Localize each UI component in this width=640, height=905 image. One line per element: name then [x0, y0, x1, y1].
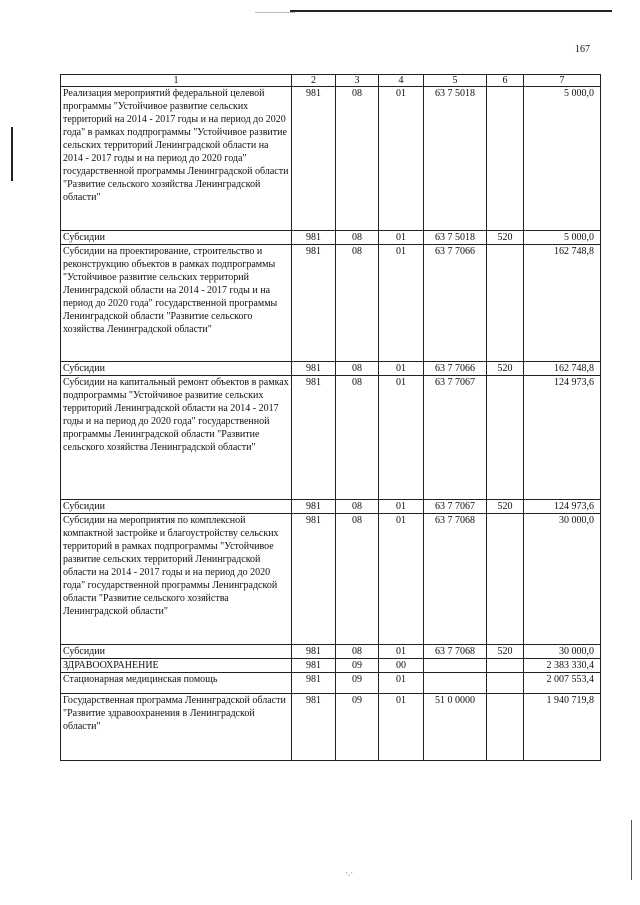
row-name: Субсидии [61, 500, 292, 514]
row-target-article: 63 7 7068 [424, 514, 487, 645]
table-row [61, 659, 601, 673]
row-target-article: 63 7 7067 [424, 376, 487, 500]
row-expense-type [487, 245, 524, 362]
row-target-article: 63 7 7067 [424, 500, 487, 514]
row-admin-code: 981 [292, 514, 336, 645]
table-row [61, 645, 601, 659]
top-rule [290, 10, 612, 12]
table-row [61, 514, 601, 645]
col-header-1: 1 [61, 75, 292, 87]
row-subsection: 01 [379, 245, 424, 362]
row-subsection: 01 [379, 645, 424, 659]
row-target-article: 63 7 7066 [424, 362, 487, 376]
row-subsection: 01 [379, 514, 424, 645]
row-amount: 5 000,0 [524, 231, 601, 245]
row-name: Субсидии [61, 362, 292, 376]
row-name: Субсидии на проектирование, строительство и реконструкцию объектов в рамках подпрограммы "Устойчивое развитие сельских территорий Ленинградской области на 2014 - 2017 годы и на период до 2020 года" государственной программы Ленинградской области "Развитие сельского хозяйства Ленинградской области" [61, 245, 292, 362]
row-target-article: 63 7 5018 [424, 231, 487, 245]
row-section: 09 [336, 659, 379, 673]
col-header-2: 2 [292, 75, 336, 87]
edge-mark [631, 820, 632, 880]
col-header-6: 6 [487, 75, 524, 87]
row-subsection: 01 [379, 500, 424, 514]
row-admin-code: 981 [292, 87, 336, 231]
row-expense-type: 520 [487, 362, 524, 376]
scan-artifact-line [255, 12, 295, 13]
col-header-7: 7 [524, 75, 601, 87]
table-row [61, 673, 601, 694]
row-admin-code: 981 [292, 245, 336, 362]
row-target-article: 63 7 7066 [424, 245, 487, 362]
row-subsection: 01 [379, 231, 424, 245]
row-section: 08 [336, 514, 379, 645]
col-header-4: 4 [379, 75, 424, 87]
row-section: 08 [336, 245, 379, 362]
page-number: 167 [575, 44, 590, 55]
row-amount: 2 383 330,4 [524, 659, 601, 673]
table-row [61, 376, 601, 500]
row-section: 08 [336, 376, 379, 500]
row-expense-type [487, 694, 524, 761]
row-name: Государственная программа Ленинградской области "Развитие здравоохранения в Ленинградской области" [61, 694, 292, 761]
row-name: Субсидии на мероприятия по комплексной компактной застройке и благоустройству сельских территорий в рамках подпрограммы "Устойчивое развитие сельских территорий Ленинградской области на 2014 - 2017 годы и на период до 2020 года" государственной программы Ленинградской области "Развитие сельского хозяйства Ленинградской области" [61, 514, 292, 645]
row-admin-code: 981 [292, 231, 336, 245]
margin-mark [11, 127, 13, 181]
row-amount: 30 000,0 [524, 645, 601, 659]
table-row [61, 231, 601, 245]
row-admin-code: 981 [292, 694, 336, 761]
row-target-article [424, 659, 487, 673]
row-name: Стационарная медицинская помощь [61, 673, 292, 694]
row-amount: 5 000,0 [524, 87, 601, 231]
table-row [61, 245, 601, 362]
row-admin-code: 981 [292, 645, 336, 659]
row-expense-type [487, 376, 524, 500]
row-name: Субсидии на капитальный ремонт объектов в рамках подпрограммы "Устойчивое развитие сельских территорий Ленинградской области на 2014 - 2017 годы и на период до 2020 года" государственной программы Ленинградской области "Развитие сельского хозяйства Ленинградской области" [61, 376, 292, 500]
row-expense-type [487, 514, 524, 645]
row-name: Реализация мероприятий федеральной целевой программы "Устойчивое развитие сельских территорий на 2014 - 2017 годы и на период до 2020 года" в рамках подпрограммы "Устойчивое развитие сельских территорий Ленинградской области на 2014 - 2017 годы и на период до 2020 года" государственной программы Ленинградской области "Развитие сельского хозяйства Ленинградской области" [61, 87, 292, 231]
row-section: 08 [336, 362, 379, 376]
row-target-article: 51 0 0000 [424, 694, 487, 761]
row-name: ЗДРАВООХРАНЕНИЕ [61, 659, 292, 673]
row-amount: 162 748,8 [524, 362, 601, 376]
row-section: 09 [336, 694, 379, 761]
row-expense-type [487, 659, 524, 673]
row-name: Субсидии [61, 231, 292, 245]
table-row [61, 87, 601, 231]
row-subsection: 01 [379, 376, 424, 500]
budget-table [60, 74, 601, 761]
row-amount: 162 748,8 [524, 245, 601, 362]
table-row [61, 694, 601, 761]
row-amount: 30 000,0 [524, 514, 601, 645]
row-admin-code: 981 [292, 659, 336, 673]
column-header-row [61, 75, 601, 87]
row-admin-code: 981 [292, 362, 336, 376]
row-subsection: 01 [379, 87, 424, 231]
row-section: 08 [336, 500, 379, 514]
row-expense-type: 520 [487, 231, 524, 245]
col-header-5: 5 [424, 75, 487, 87]
row-name: Субсидии [61, 645, 292, 659]
row-expense-type: 520 [487, 500, 524, 514]
row-admin-code: 981 [292, 500, 336, 514]
row-subsection: 00 [379, 659, 424, 673]
row-section: 09 [336, 673, 379, 694]
row-subsection: 01 [379, 673, 424, 694]
row-section: 08 [336, 87, 379, 231]
row-section: 08 [336, 645, 379, 659]
row-target-article [424, 673, 487, 694]
table-row [61, 500, 601, 514]
row-expense-type: 520 [487, 645, 524, 659]
row-amount: 1 940 719,8 [524, 694, 601, 761]
row-section: 08 [336, 231, 379, 245]
col-header-3: 3 [336, 75, 379, 87]
row-target-article: 63 7 7068 [424, 645, 487, 659]
row-target-article: 63 7 5018 [424, 87, 487, 231]
row-subsection: 01 [379, 362, 424, 376]
scan-speck: ·.· [345, 868, 354, 878]
row-admin-code: 981 [292, 376, 336, 500]
row-expense-type [487, 87, 524, 231]
row-admin-code: 981 [292, 673, 336, 694]
row-amount: 2 007 553,4 [524, 673, 601, 694]
row-amount: 124 973,6 [524, 500, 601, 514]
row-expense-type [487, 673, 524, 694]
table-row [61, 362, 601, 376]
row-subsection: 01 [379, 694, 424, 761]
row-amount: 124 973,6 [524, 376, 601, 500]
